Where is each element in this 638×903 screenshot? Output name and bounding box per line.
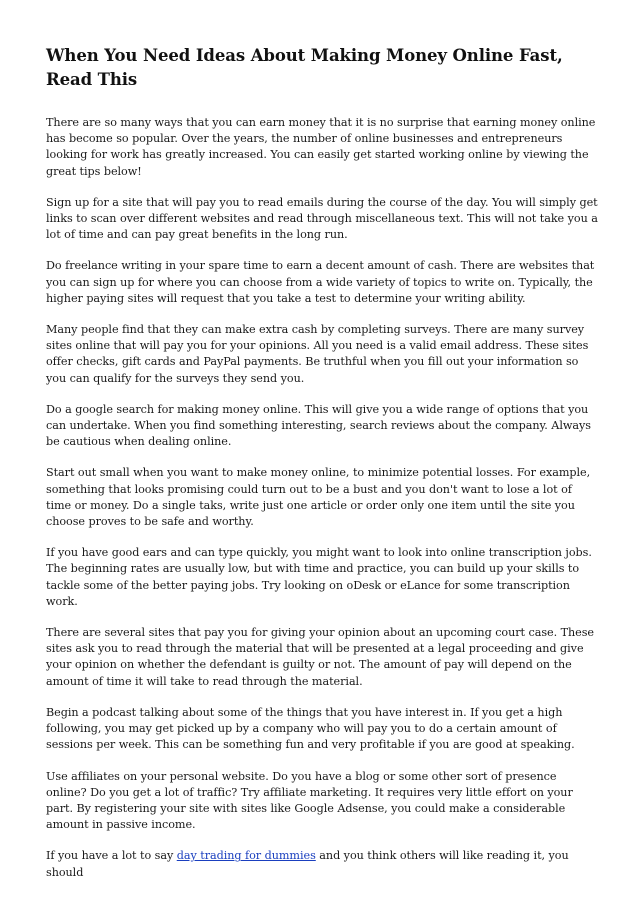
paragraph-11-text-before-link: If you have a lot to say — [46, 849, 177, 863]
paragraph-2: Sign up for a site that will pay you to read emails during the course of the day. You will simply get links to scan over different websites and read through miscellaneous text. This will not take you a lot of time and can pay great benefits in the long run. — [46, 195, 598, 242]
day-trading-link[interactable]: day trading for dummies — [176, 849, 316, 863]
paragraph-5: Do a google search for making money online. This will give you a wide range of options that you can undertake. When you find something interesting, search reviews about the company. Always be cautious when dealing online. — [46, 402, 591, 449]
document-page — [46, 44, 598, 896]
paragraph-1: There are so many ways that you can earn money that it is no surprise that earning money online has become so popular. Over the years, the number of online businesses and entrepreneurs looking for work has greatly increased. You can easily get started working online by viewing the great tips below! — [46, 116, 596, 178]
paragraph-3: Do freelance writing in your spare time to earn a decent amount of cash. There are websites that you can sign up for where you can choose from a wide variety of topics to write on. Typically, the higher paying sites will request that you take a test to determine your writing ability. — [46, 259, 595, 305]
paragraph-10: Use affiliates on your personal website. Do you have a blog or some other sort of presence online? Do you get a lot of traffic? Try affiliate marketing. It requires very little effort on your part. By registering your site with sites like Google Adsense, you could make a considerable amount in passive income. — [46, 769, 573, 832]
paragraph-8: There are several sites that pay you for giving your opinion about an upcoming court case. These sites ask you to read through the material that will be presented at a legal proceeding and give your opinion on whether the defendant is guilty or not. The amount of pay will depend on the amount of time it will take to read through the material. — [46, 626, 595, 688]
paragraph-4: Many people find that they can make extra cash by completing surveys. There are many survey sites online that will pay you for your opinions. All you need is a valid email address. These sites offer checks, gift cards and PayPal payments. Be truthful when you fill out your information so you can qualify for the surveys they send you. — [46, 323, 589, 385]
document-title: When You Need Ideas About Making Money Online Fast, Read This — [46, 46, 563, 89]
paragraph-11-text-after-link: and you think others will like reading it, you should — [46, 849, 569, 879]
paragraph-11 — [46, 848, 598, 880]
paragraph-6: Start out small when you want to make money online, to minimize potential losses. For example, something that looks promising could turn out to be a bust and you don't want to lose a lot of time or money. Do a single taks, write just one article or order only one item until the site you choose proves to be safe and worthy. — [46, 466, 591, 529]
paragraph-9: Begin a podcast talking about some of the things that you have interest in. If you get a high following, you may get picked up by a company who will pay you to do a certain amount of sessions per week. This can be something fun and very profitable if you are good at speaking. — [46, 705, 575, 752]
paragraph-7: If you have good ears and can type quickly, you might want to look into online transcription jobs. The beginning rates are usually low, but with time and practice, you can build up your skills to tackle some of the better paying jobs. Try looking on oDesk or eLance for some transcription work. — [46, 546, 592, 608]
